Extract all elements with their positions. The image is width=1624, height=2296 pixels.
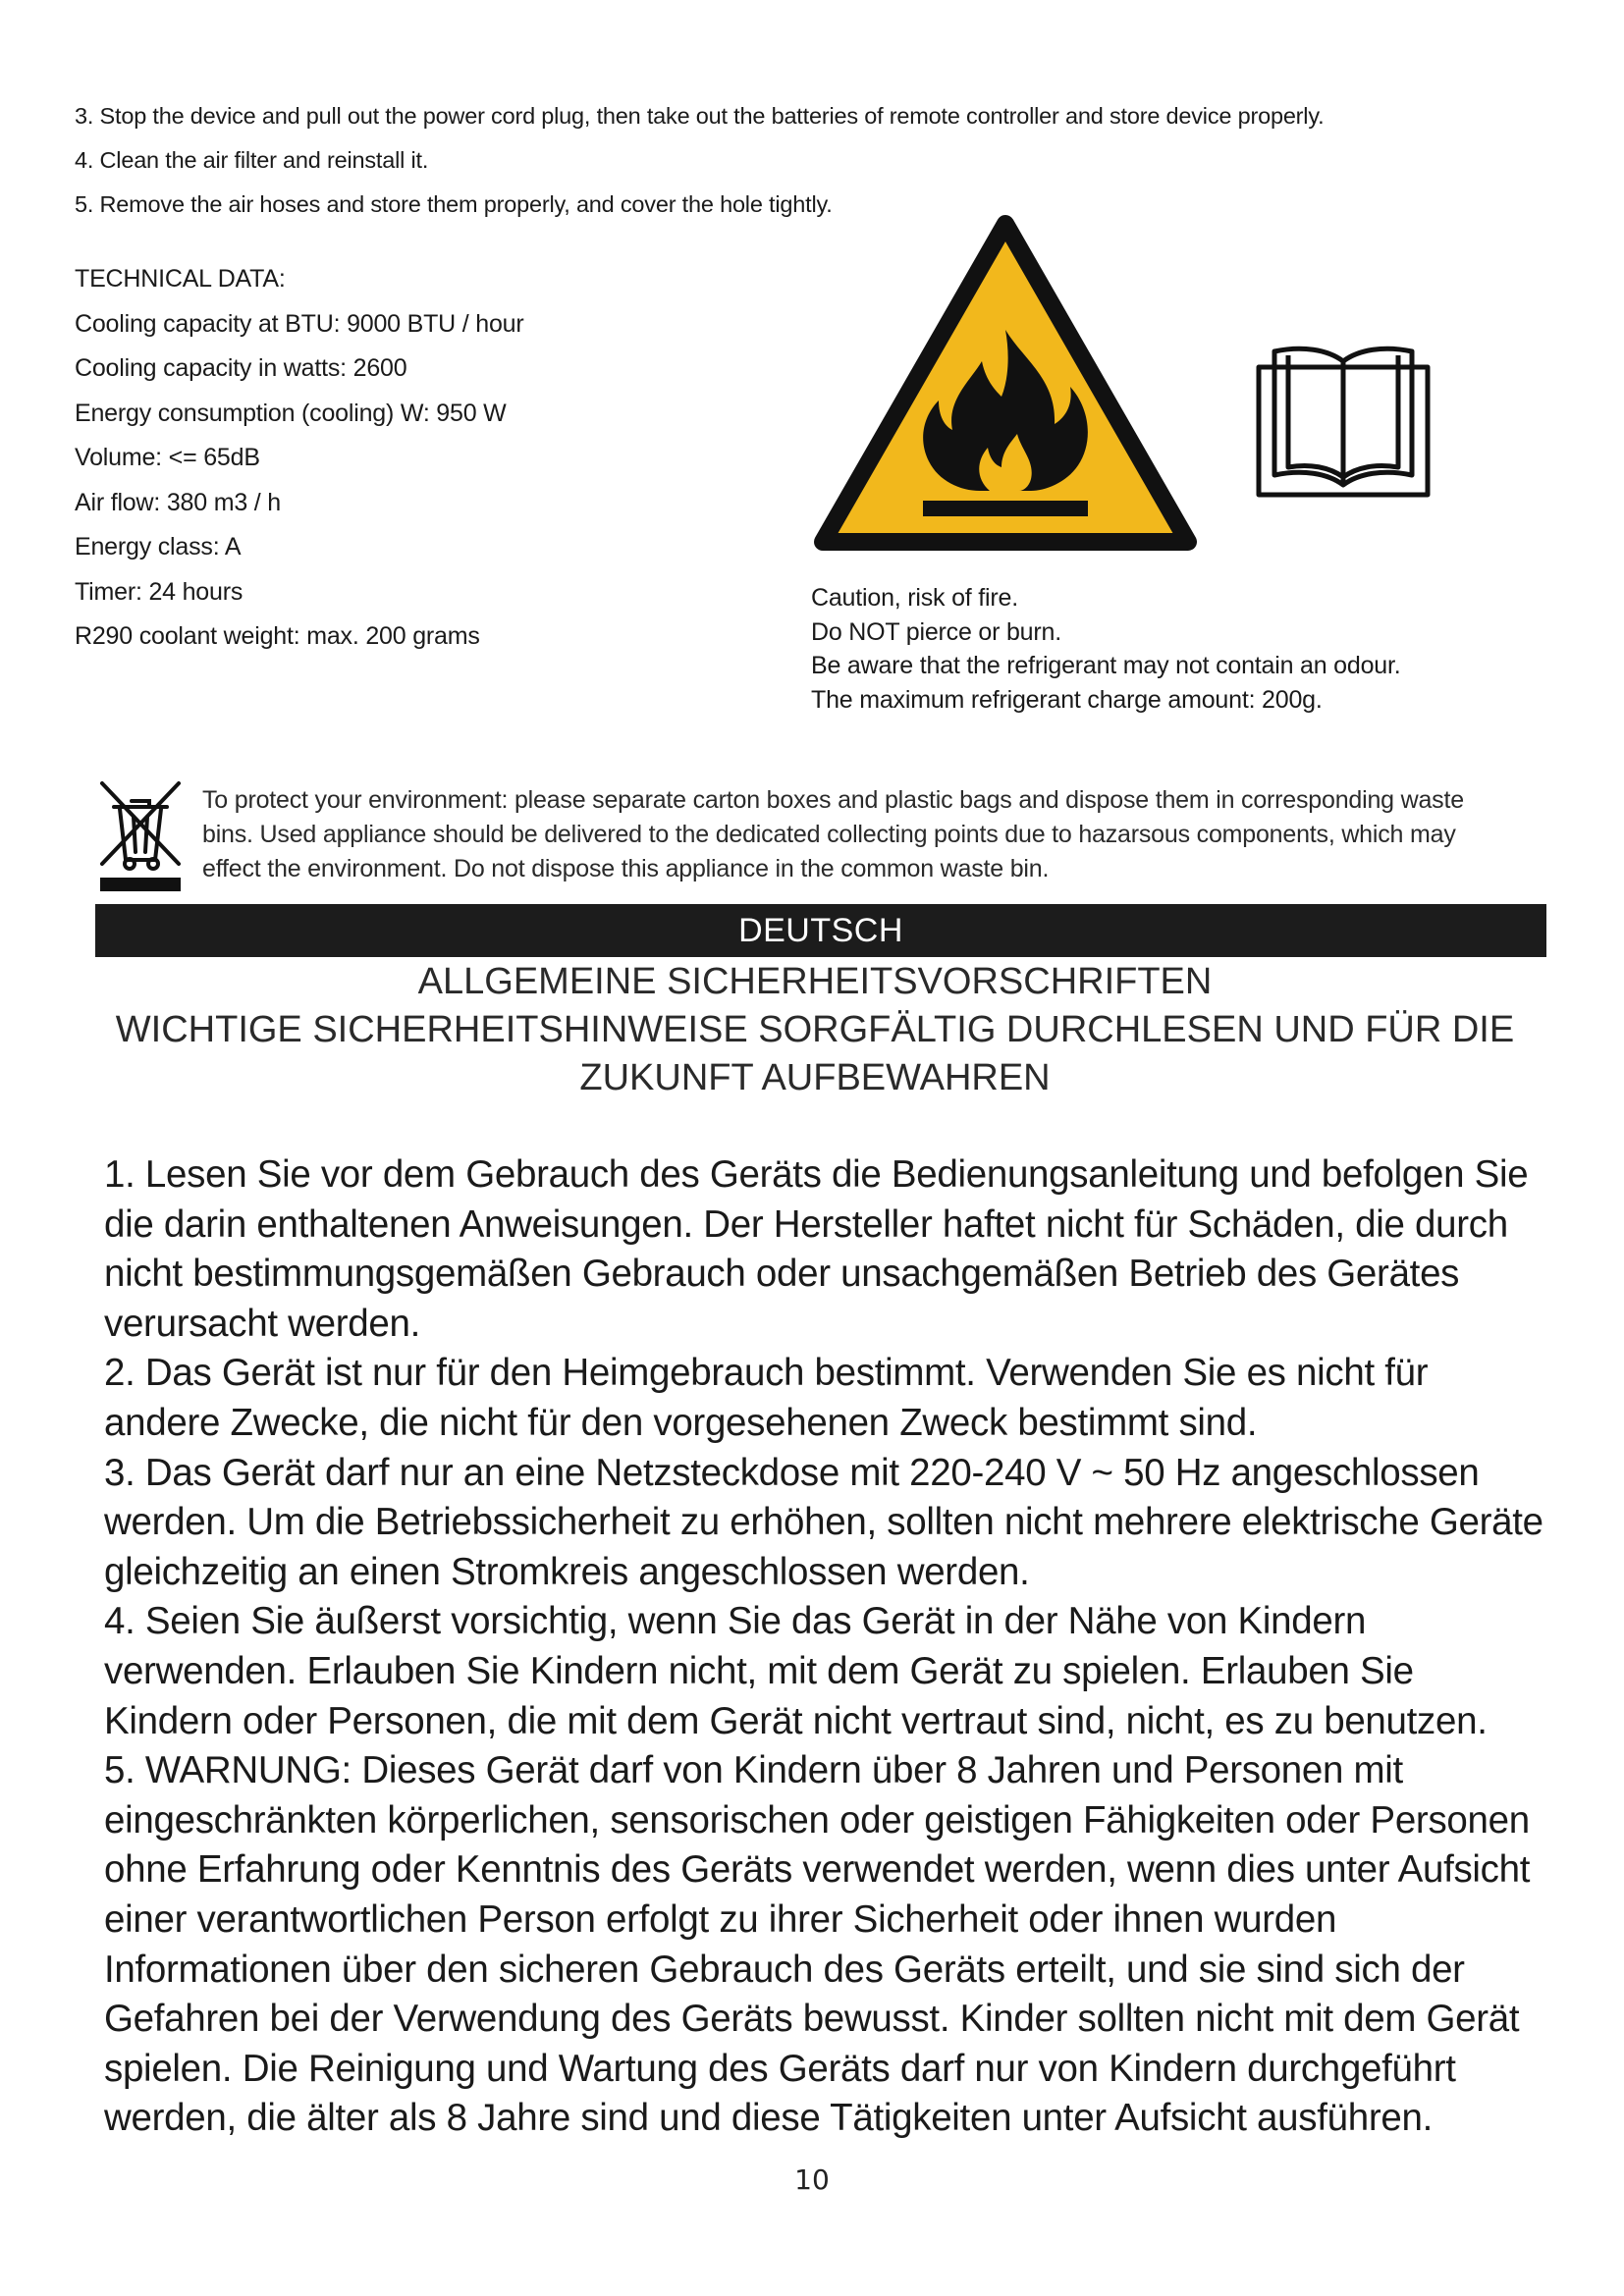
maintenance-steps <box>75 94 1547 227</box>
crossed-bin-icon <box>98 779 183 893</box>
heading-line-2: WICHTIGE SICHERHEITSHINWEISE SORGFÄLTIG DURCHLESEN UND FÜR DIE <box>115 1009 1515 1050</box>
caution-line-fire: Caution, risk of fire. <box>811 584 1018 612</box>
tech-item-btu: Cooling capacity at BTU: 9000 BTU / hour <box>75 309 524 338</box>
manual-book-icon <box>1255 346 1432 499</box>
heading-line-3: ZUKUNFT AUFBEWAHREN <box>579 1057 1051 1098</box>
caution-line-charge: The maximum refrigerant charge amount: 200g. <box>811 685 1323 714</box>
tech-item-energy-class: Energy class: A <box>75 533 242 561</box>
page-number: 10 <box>794 2163 830 2196</box>
instruction-4: 4. Seien Sie äußerst vorsichtig, wenn Sie das Gerät in der Nähe von Kindern verwenden. Erlauben Sie Kindern nicht, mit dem Gerät zu spielen. Erlauben Sie Kindern oder Personen, die mit dem Gerät nicht vertraut sind, nicht, es zu benutzen. <box>104 1600 1488 1742</box>
heading-line-1: ALLGEMEINE SICHERHEITSVORSCHRIFTEN <box>417 961 1213 1002</box>
instruction-5: 5. WARNUNG: Dieses Gerät darf von Kindern über 8 Jahren und Personen mit eingeschränkten körperlichen, sensorischen oder geistigen Fähigkeiten oder Personen ohne Erfahrung oder Kenntnis des Geräts verwendet werden, wenn dies unter Aufsicht einer verantwortlichen Person erfolgt zu ihrer Sicherheit oder ihnen wurden Informationen über den sicheren Gebrauch des Geräts erteilt, und sie sind sich der Gefahren bei der Verwendung des Geräts bewusst. Kinder sollten nicht mit dem Gerät spielen. Die Reinigung und Wartung des Geräts darf nur von Kindern durchgeführt werden, die älter als 8 Jahre sind und diese Tätigkeiten unter Aufsicht ausführen. <box>104 1749 1531 2140</box>
caution-text <box>811 581 1597 717</box>
tech-item-timer: Timer: 24 hours <box>75 577 244 606</box>
instruction-3: 3. Das Gerät darf nur an eine Netzsteckdose mit 220-240 V ~ 50 Hz angeschlossen werden. Um die Betriebssicherheit zu erhöhen, sollten nicht mehrere elektrische Geräte gleichzeitig an einen Stromkreis angeschlossen werden. <box>104 1451 1543 1593</box>
instruction-2: 2. Das Gerät ist nur für den Heimgebrauch bestimmt. Verwenden Sie es nicht für andere Zwecke, die nicht für den vorgesehenen Zweck bestimmt sind. <box>104 1352 1429 1444</box>
environment-notice: To protect your environment: please separate carton boxes and plastic bags and dispose them in corresponding waste bins. Used appliance should be delivered to the dedicated collecting points due to hazarsous components, which may effect the environment. Do not dispose this appliance in the common waste bin. <box>202 786 1464 882</box>
safety-instructions <box>104 1150 1547 2144</box>
technical-data-title: TECHNICAL DATA: <box>75 265 286 293</box>
technical-data <box>75 257 782 660</box>
caution-line-pierce: Do NOT pierce or burn. <box>811 617 1061 646</box>
tech-item-watts: Cooling capacity in watts: 2600 <box>75 354 407 382</box>
tech-item-coolant: R290 coolant weight: max. 200 grams <box>75 622 480 650</box>
language-section-bar: DEUTSCH <box>95 904 1546 957</box>
step-3: 3. Stop the device and pull out the power cord plug, then take out the batteries of remote controller and store device properly. <box>75 103 1325 129</box>
safety-heading <box>79 958 1551 1102</box>
instruction-1: 1. Lesen Sie vor dem Gebrauch des Geräts die Bedienungsanleitung und befolgen Sie die darin enthaltenen Anweisungen. Der Hersteller haftet nicht für Schäden, die durch nicht bestimmungsgemäßen Gebrauch oder unsachgemäßen Betrieb des Gerätes verursacht werden. <box>104 1153 1529 1345</box>
tech-item-airflow: Air flow: 380 m3 / h <box>75 488 281 516</box>
tech-item-energy: Energy consumption (cooling) W: 950 W <box>75 399 507 427</box>
caution-line-odour: Be aware that the refrigerant may not contain an odour. <box>811 652 1401 679</box>
step-4: 4. Clean the air filter and reinstall it. <box>75 147 429 173</box>
step-5: 5. Remove the air hoses and store them properly, and cover the hole tightly. <box>75 191 833 217</box>
flammable-warning-icon <box>813 214 1198 554</box>
tech-item-volume: Volume: <= 65dB <box>75 444 260 471</box>
